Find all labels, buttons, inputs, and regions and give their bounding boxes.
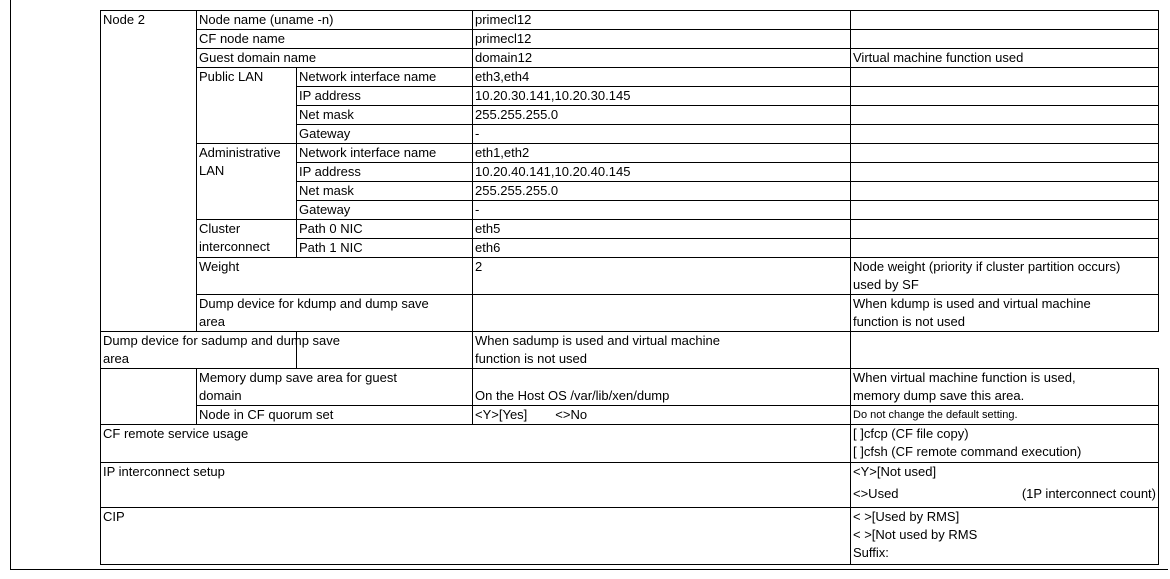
public-nic-label: Network interface name [297, 68, 473, 87]
node-label: Node 2 [101, 11, 197, 332]
public-gateway-value[interactable]: - [473, 125, 851, 144]
row-uname [101, 11, 1159, 30]
public-nic-value[interactable]: eth3,eth4 [473, 68, 851, 87]
uname-note [851, 11, 1159, 30]
cluster-interconnect-label [197, 220, 297, 258]
cf-node-label: CF node name [197, 30, 473, 49]
public-mask-label: Net mask [297, 106, 473, 125]
row-path0 [101, 220, 1159, 239]
left-margin-rule [10, 0, 11, 570]
admin-gateway-value[interactable]: - [473, 201, 851, 220]
quorum-yes-option[interactable]: <Y>[Yes] [475, 407, 528, 422]
public-nic-note [851, 68, 1159, 87]
admin-gateway-label: Gateway [297, 201, 473, 220]
weight-value[interactable]: 2 [473, 258, 851, 295]
path1-value[interactable]: eth6 [473, 239, 851, 258]
memdump-label-line2: domain [199, 388, 242, 403]
row-quorum [101, 406, 1159, 425]
memdump-note-line2: memory dump save this area. [853, 388, 1025, 403]
weight-label: Weight [197, 258, 473, 295]
quorum-options[interactable] [473, 406, 851, 425]
admin-mask-value[interactable]: 255.255.255.0 [473, 182, 851, 201]
path0-note [851, 220, 1159, 239]
quorum-note: Do not change the default setting. [851, 406, 1159, 425]
admin-lan-label-line1: Administrative [199, 145, 281, 160]
weight-note [851, 258, 1159, 295]
kdump-note-line2: function is not used [853, 314, 966, 329]
admin-lan-label-line2: LAN [199, 163, 225, 178]
node-label-spacer [101, 369, 197, 425]
admin-lan-label [197, 144, 297, 220]
bottom-margin-rule [10, 569, 1168, 570]
cluster-label-line1: Cluster [199, 221, 241, 236]
ip-interconnect-count: (1P interconnect count) [1021, 486, 1156, 501]
row-cip [101, 508, 1159, 565]
public-mask-note [851, 106, 1159, 125]
path1-label: Path 1 NIC [297, 239, 473, 258]
admin-ip-value[interactable]: 10.20.40.141,10.20.40.145 [473, 163, 851, 182]
admin-ip-label: IP address [297, 163, 473, 182]
kdump-label-line1: Dump device for kdump and dump save [199, 296, 429, 311]
sadump-note-line1: When sadump is used and virtual machine [475, 333, 720, 348]
admin-gateway-note [851, 201, 1159, 220]
public-lan-label: Public LAN [197, 68, 297, 144]
row-weight [101, 258, 1159, 295]
weight-note-line1: Node weight (priority if cluster partition occurs) [853, 259, 1121, 274]
row-kdump [101, 295, 1159, 332]
cf-remote-label: CF remote service usage [101, 425, 851, 463]
cf-node-note [851, 30, 1159, 49]
ip-interconnect-options[interactable] [851, 463, 1159, 508]
cip-suffix[interactable]: Suffix: [853, 545, 889, 560]
kdump-label-line2: area [199, 314, 226, 329]
cf-node-value[interactable]: primecl12 [473, 30, 851, 49]
cfcp-option[interactable]: [ ]cfcp (CF file copy) [853, 426, 969, 441]
sadump-label-line2: area [103, 351, 130, 366]
admin-mask-label: Net mask [297, 182, 473, 201]
quorum-label: Node in CF quorum set [197, 406, 473, 425]
memdump-label-line1: Memory dump save area for guest [199, 370, 397, 385]
cip-used-option[interactable]: < >[Used by RMS] [853, 509, 960, 524]
sadump-note-line2: function is not used [475, 351, 588, 366]
admin-nic-label: Network interface name [297, 144, 473, 163]
ip-used-option[interactable]: <>Used [853, 486, 899, 501]
admin-ip-note [851, 163, 1159, 182]
kdump-note [851, 295, 1159, 332]
path0-value[interactable]: eth5 [473, 220, 851, 239]
public-ip-note [851, 87, 1159, 106]
ip-not-used-option[interactable]: <Y>[Not used] [853, 464, 937, 479]
cf-remote-options[interactable] [851, 425, 1159, 463]
admin-mask-note [851, 182, 1159, 201]
cfsh-option[interactable]: [ ]cfsh (CF remote command execution) [853, 444, 1082, 459]
memdump-label [197, 369, 473, 406]
admin-nic-value[interactable]: eth1,eth2 [473, 144, 851, 163]
row-admin-nic [101, 144, 1159, 163]
admin-nic-note [851, 144, 1159, 163]
row-cf-node [101, 30, 1159, 49]
row-cf-remote [101, 425, 1159, 463]
sadump-label [101, 332, 341, 369]
kdump-label [197, 295, 473, 332]
public-ip-label: IP address [297, 87, 473, 106]
public-mask-value[interactable]: 255.255.255.0 [473, 106, 851, 125]
row-public-nic [101, 68, 1159, 87]
row-guest-domain [101, 49, 1159, 68]
memdump-value[interactable]: On the Host OS /var/lib/xen/dump [473, 369, 851, 406]
cluster-label-line2: interconnect [199, 239, 270, 254]
memdump-note [851, 369, 1159, 406]
cip-label: CIP [101, 508, 851, 565]
kdump-value[interactable] [473, 295, 851, 332]
guest-domain-label: Guest domain name [197, 49, 473, 68]
public-gateway-label: Gateway [297, 125, 473, 144]
node-settings-table [100, 10, 1159, 565]
public-gateway-note [851, 125, 1159, 144]
cip-not-used-option[interactable]: < >[Not used by RMS [853, 527, 978, 542]
uname-value[interactable]: primecl12 [473, 11, 851, 30]
sadump-label-line1: Dump device for sadump and dump save [103, 333, 341, 348]
public-ip-value[interactable]: 10.20.30.141,10.20.30.145 [473, 87, 851, 106]
guest-domain-value[interactable]: domain12 [473, 49, 851, 68]
path1-note [851, 239, 1159, 258]
cip-options[interactable] [851, 508, 1159, 565]
row-memdump [101, 369, 1159, 406]
uname-label: Node name (uname -n) [197, 11, 473, 30]
quorum-no-option[interactable]: <>No [555, 407, 588, 422]
sadump-note [473, 332, 851, 369]
kdump-note-line1: When kdump is used and virtual machine [853, 296, 1091, 311]
weight-note-line2: used by SF [853, 277, 919, 292]
ip-interconnect-label: IP interconnect setup [101, 463, 851, 508]
row-ip-interconnect [101, 463, 1159, 508]
path0-label: Path 0 NIC [297, 220, 473, 239]
memdump-note-line1: When virtual machine function is used, [853, 370, 1076, 385]
row-sadump [101, 332, 1159, 369]
guest-domain-note: Virtual machine function used [851, 49, 1159, 68]
